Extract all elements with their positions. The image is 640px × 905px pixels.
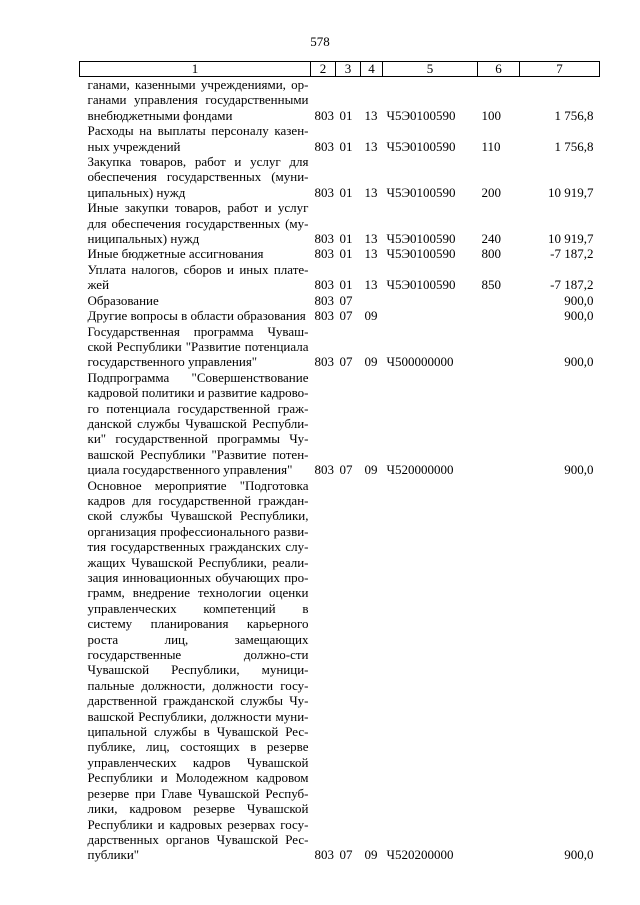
- row-amount: -7 187,2: [550, 246, 594, 262]
- row-amount: 900,0: [564, 292, 594, 308]
- row-target-article: Ч5Э0100590: [386, 184, 456, 200]
- row-target-article: Ч5Э0100590: [386, 277, 456, 293]
- row-amount: 900,0: [564, 308, 594, 324]
- row-description: Закупка товаров, работ и услуг для обеспечения государственных (муни-ципальных) нужд: [87, 154, 309, 200]
- table-row: [80, 293, 600, 308]
- table-body: [80, 77, 600, 863]
- row-amount: 10 919,7: [548, 184, 594, 200]
- row-section-code: 07: [339, 462, 353, 478]
- row-subsection-code: 13: [364, 231, 378, 247]
- row-ministry-code: 803: [314, 107, 334, 123]
- row-section-code: 07: [339, 292, 353, 308]
- row-amount: 1 756,8: [554, 138, 594, 154]
- row-subsection-code: 09: [364, 462, 378, 478]
- row-subsection-code: 13: [364, 107, 378, 123]
- row-ministry-code: 803: [314, 308, 334, 324]
- row-subsection-code: [361, 293, 383, 308]
- row-target-article: Ч5Э0100590: [386, 107, 456, 123]
- row-section-code: 01: [339, 231, 353, 247]
- row-amount: 900,0: [564, 462, 594, 478]
- row-ministry-code: 803: [314, 246, 334, 262]
- row-target-article: Ч520000000: [386, 462, 454, 478]
- table-row: [80, 123, 600, 154]
- column-header: 4: [361, 62, 383, 77]
- row-ministry-code: 803: [314, 292, 334, 308]
- row-target-article: Ч520200000: [386, 847, 454, 863]
- row-expense-type: 800: [481, 246, 501, 262]
- row-amount: 1 756,8: [554, 107, 594, 123]
- row-amount: 10 919,7: [548, 231, 594, 247]
- row-section-code: 07: [339, 847, 353, 863]
- row-target-article: [383, 308, 478, 323]
- column-header: 1: [80, 62, 311, 77]
- row-expense-type: [478, 324, 520, 370]
- row-ministry-code: 803: [314, 231, 334, 247]
- row-expense-type: 200: [481, 184, 501, 200]
- row-amount: -7 187,2: [550, 277, 594, 293]
- row-subsection-code: 09: [364, 308, 378, 324]
- table-row: [80, 478, 600, 863]
- column-header: 7: [520, 62, 600, 77]
- row-expense-type: 850: [481, 277, 501, 293]
- row-description: Иные закупки товаров, работ и услуг для обеспечения государственных (му-ниципальных) нужд: [87, 200, 309, 247]
- column-header: 2: [311, 62, 336, 77]
- row-subsection-code: 13: [364, 246, 378, 262]
- row-subsection-code: 13: [364, 184, 378, 200]
- row-ministry-code: 803: [314, 462, 334, 478]
- table-row: [80, 262, 600, 293]
- row-subsection-code: 13: [364, 138, 378, 154]
- page-number: 578: [310, 34, 330, 49]
- row-description: Образование: [87, 292, 159, 308]
- row-target-article: Ч5Э0100590: [386, 231, 456, 247]
- row-target-article: Ч5Э0100590: [386, 138, 456, 154]
- table-row: [80, 370, 600, 478]
- row-section-code: 07: [339, 354, 353, 370]
- row-ministry-code: 803: [314, 277, 334, 293]
- row-description: Другие вопросы в области образования: [87, 308, 306, 324]
- row-section-code: 01: [339, 246, 353, 262]
- table-row: [80, 77, 600, 124]
- row-expense-type: 100: [481, 107, 501, 123]
- row-amount: 900,0: [564, 354, 594, 370]
- row-target-article: [383, 293, 478, 308]
- row-target-article: Ч500000000: [386, 354, 454, 370]
- row-subsection-code: 09: [364, 847, 378, 863]
- budget-table: [79, 61, 600, 863]
- row-ministry-code: 803: [314, 184, 334, 200]
- row-description: Основное мероприятие "Подготовка кадров для государственной граждан-ской службы Чувашской Республики, организация профессионального разви-тия государственных гражданских слу-жащих Чувашской Республики, реали-зация инновационных обучающих про-грамм, внедрение технологии оценки управленческих компетенций в систему планирования карьерного роста лиц, замещающих государственные должно-сти Чувашской Республики, муници-пальные должности, должности госу-дарственной гражданской службы Чу-вашской Республики, должности муни-ципальной службы в Чувашской Рес-публике, лиц, состоящих в резерве управленческих кадров Чувашской Республики и Молодежном кадровом резерве при Главе Чувашской Респуб-лики, кадровом резерве Чувашской Республики и кадровых резервах госу-дарственных органов Чувашской Рес-публики": [87, 477, 309, 863]
- row-section-code: 01: [339, 107, 353, 123]
- table-header-row: [80, 62, 600, 77]
- table-row: [80, 200, 600, 246]
- row-section-code: 01: [339, 138, 353, 154]
- row-subsection-code: 13: [364, 277, 378, 293]
- row-ministry-code: 803: [314, 138, 334, 154]
- row-description: Подпрограмма "Совершенствование кадровой политики и развитие кадрово-го потенциала государственной граж-данской службы Чувашской Республи-ки" государственной программы Чу-вашской Республики "Развитие потен-циала государственного управления": [87, 369, 309, 478]
- row-expense-type: [478, 308, 520, 323]
- row-section-code: 01: [339, 184, 353, 200]
- row-description: Расходы на выплаты персоналу казен-ных учреждений: [87, 123, 309, 154]
- row-description: Уплата налогов, сборов и иных плате-жей: [87, 261, 309, 293]
- row-expense-type: 240: [481, 231, 501, 247]
- row-ministry-code: 803: [314, 354, 334, 370]
- table-row: [80, 308, 600, 323]
- column-header: 6: [478, 62, 520, 77]
- table-row: [80, 154, 600, 200]
- row-expense-type: [478, 370, 520, 478]
- table-row: [80, 324, 600, 370]
- row-subsection-code: 09: [364, 354, 378, 370]
- row-expense-type: [478, 293, 520, 308]
- column-header: 5: [383, 62, 478, 77]
- row-expense-type: [478, 478, 520, 863]
- row-ministry-code: 803: [314, 847, 334, 863]
- row-section-code: 01: [339, 277, 353, 293]
- column-header: 3: [336, 62, 361, 77]
- row-expense-type: 110: [481, 138, 501, 154]
- row-description: Государственная программа Чуваш-ской Республики "Развитие потенциала государственного управления": [87, 323, 309, 370]
- row-target-article: Ч5Э0100590: [386, 246, 456, 262]
- row-amount: 900,0: [564, 847, 594, 863]
- row-description: Иные бюджетные ассигнования: [87, 246, 264, 262]
- table-row: [80, 246, 600, 261]
- row-description: ганами, казенными учреждениями, ор-ганами управления государственными внебюджетными фондами: [87, 77, 309, 123]
- row-section-code: 07: [339, 308, 353, 324]
